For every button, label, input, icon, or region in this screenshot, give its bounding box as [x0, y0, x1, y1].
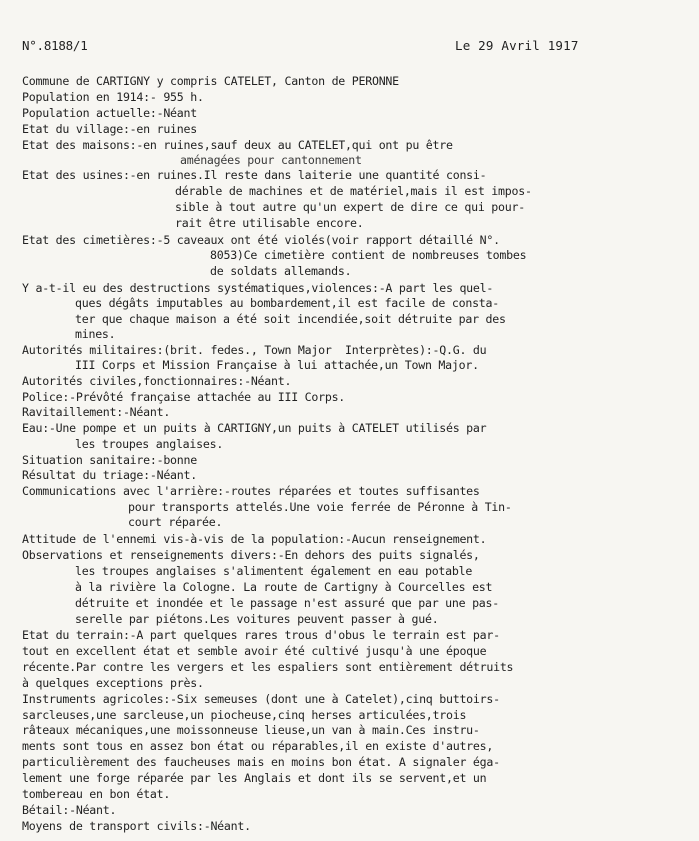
text-line: les troupes anglaises s'alimentent également en eau potable [75, 564, 473, 578]
text-line: Bétail:-Néant. [22, 803, 117, 817]
text-line: Eau:-Une pompe et un puits à CARTIGNY,un puits à CATELET utilisés par [22, 421, 487, 435]
text-line: mines. [75, 327, 116, 341]
text-line: Résultat du triage:-Néant. [22, 468, 197, 482]
text-line: Etat des cimetières:-5 caveaux ont été violés(voir rapport détaillé N°. [22, 233, 500, 247]
text-line: tombereau en bon état. [22, 787, 171, 801]
text-line: Situation sanitaire:-bonne [22, 453, 197, 467]
text-line: Commune de CARTIGNY y compris CATELET, Canton de PERONNE [22, 74, 399, 88]
text-line: Y a-t-il eu des destructions systématiques,violences:-A part les quel- [22, 281, 494, 295]
text-line: Observations et renseignements divers:-En dehors des puits signalés, [22, 548, 480, 562]
text-line: Autorités civiles,fonctionnaires:-Néant. [22, 374, 292, 388]
text-line: Instruments agricoles:-Six semeuses (dont une à Catelet),cinq buttoirs- [22, 692, 500, 706]
text-line: court réparée. [128, 515, 223, 529]
text-line: les troupes anglaises. [75, 437, 224, 451]
text-line: Attitude de l'ennemi vis-à-vis de la population:-Aucun renseignement. [22, 532, 487, 546]
text-line: aménagées pour cantonnement [180, 153, 362, 167]
text-line: Etat du terrain:-A part quelques rares trous d'obus le terrain est par- [22, 628, 500, 642]
text-line: Etat du village:-en ruines [22, 122, 197, 136]
text-line: particulièrement des faucheuses mais en moins bon état. A signaler éga- [22, 755, 500, 769]
text-line: pour transports attelés.Une voie ferrée de Péronne à Tin- [128, 500, 512, 514]
text-line: lement une forge réparée par les Anglais et dont ils se servent,et un [22, 771, 487, 785]
text-line: Ravitaillement:-Néant. [22, 405, 171, 419]
text-line: Moyens de transport civils:-Néant. [22, 819, 251, 833]
text-line: Communications avec l'arrière:-routes réparées et toutes suffisantes [22, 484, 480, 498]
text-line: Population actuelle:-Néant [22, 106, 197, 120]
text-line: Etat des maisons:-en ruines,sauf deux au CATELET,qui ont pu être [22, 138, 453, 152]
text-line: rait être utilisable encore. [175, 216, 364, 230]
text-line: 8053)Ce cimetière contient de nombreuses tombes [210, 248, 527, 262]
document-date: Le 29 Avril 1917 [455, 38, 579, 53]
text-line: à quelques exceptions près. [22, 676, 204, 690]
text-line: sible à tout autre qu'un expert de dire ce qui pour- [175, 200, 525, 214]
text-line: tout en excellent état et semble avoir été cultivé jusqu'à une époque [22, 644, 487, 658]
text-line: Autorités militaires:(brit. fedes., Town Major Interprètes):-Q.G. du [22, 343, 487, 357]
text-line: dérable de machines et de matériel,mais il est impos- [175, 184, 532, 198]
text-line: sarcleuses,une sarcleuse,un piocheuse,cinq herses articulées,trois [22, 708, 467, 722]
text-line: ques dégâts imputables au bombardement,il est facile de consta- [75, 296, 499, 310]
text-line: III Corps et Mission Française à lui attachée,un Town Major. [75, 358, 479, 372]
text-line: serelle par piétons.Les voitures peuvent passer à gué. [75, 612, 439, 626]
reference-number: N°.8188/1 [22, 38, 88, 53]
text-line: Population en 1914:- 955 h. [22, 90, 204, 104]
text-line: râteaux mécaniques,une moissonneuse lieuse,un van à main.Ces instru- [22, 723, 480, 737]
text-line: détruite et inondée et le passage n'est assuré que par une pas- [75, 596, 499, 610]
text-line: Police:-Prévôté française attachée au III Corps. [22, 390, 346, 404]
text-line: à la rivière la Cologne. La route de Cartigny à Courcelles est [75, 580, 493, 594]
text-line: récente.Par contre les vergers et les espaliers sont entièrement détruits [22, 660, 514, 674]
text-line: ter que chaque maison a été soit incendiée,soit détruite par des [75, 312, 506, 326]
text-line: de soldats allemands. [210, 264, 352, 278]
text-line: Etat des usines:-en ruines.Il reste dans laiterie une quantité consi- [22, 168, 487, 182]
text-line: ments sont tous en assez bon état ou réparables,il en existe d'autres, [22, 739, 494, 753]
